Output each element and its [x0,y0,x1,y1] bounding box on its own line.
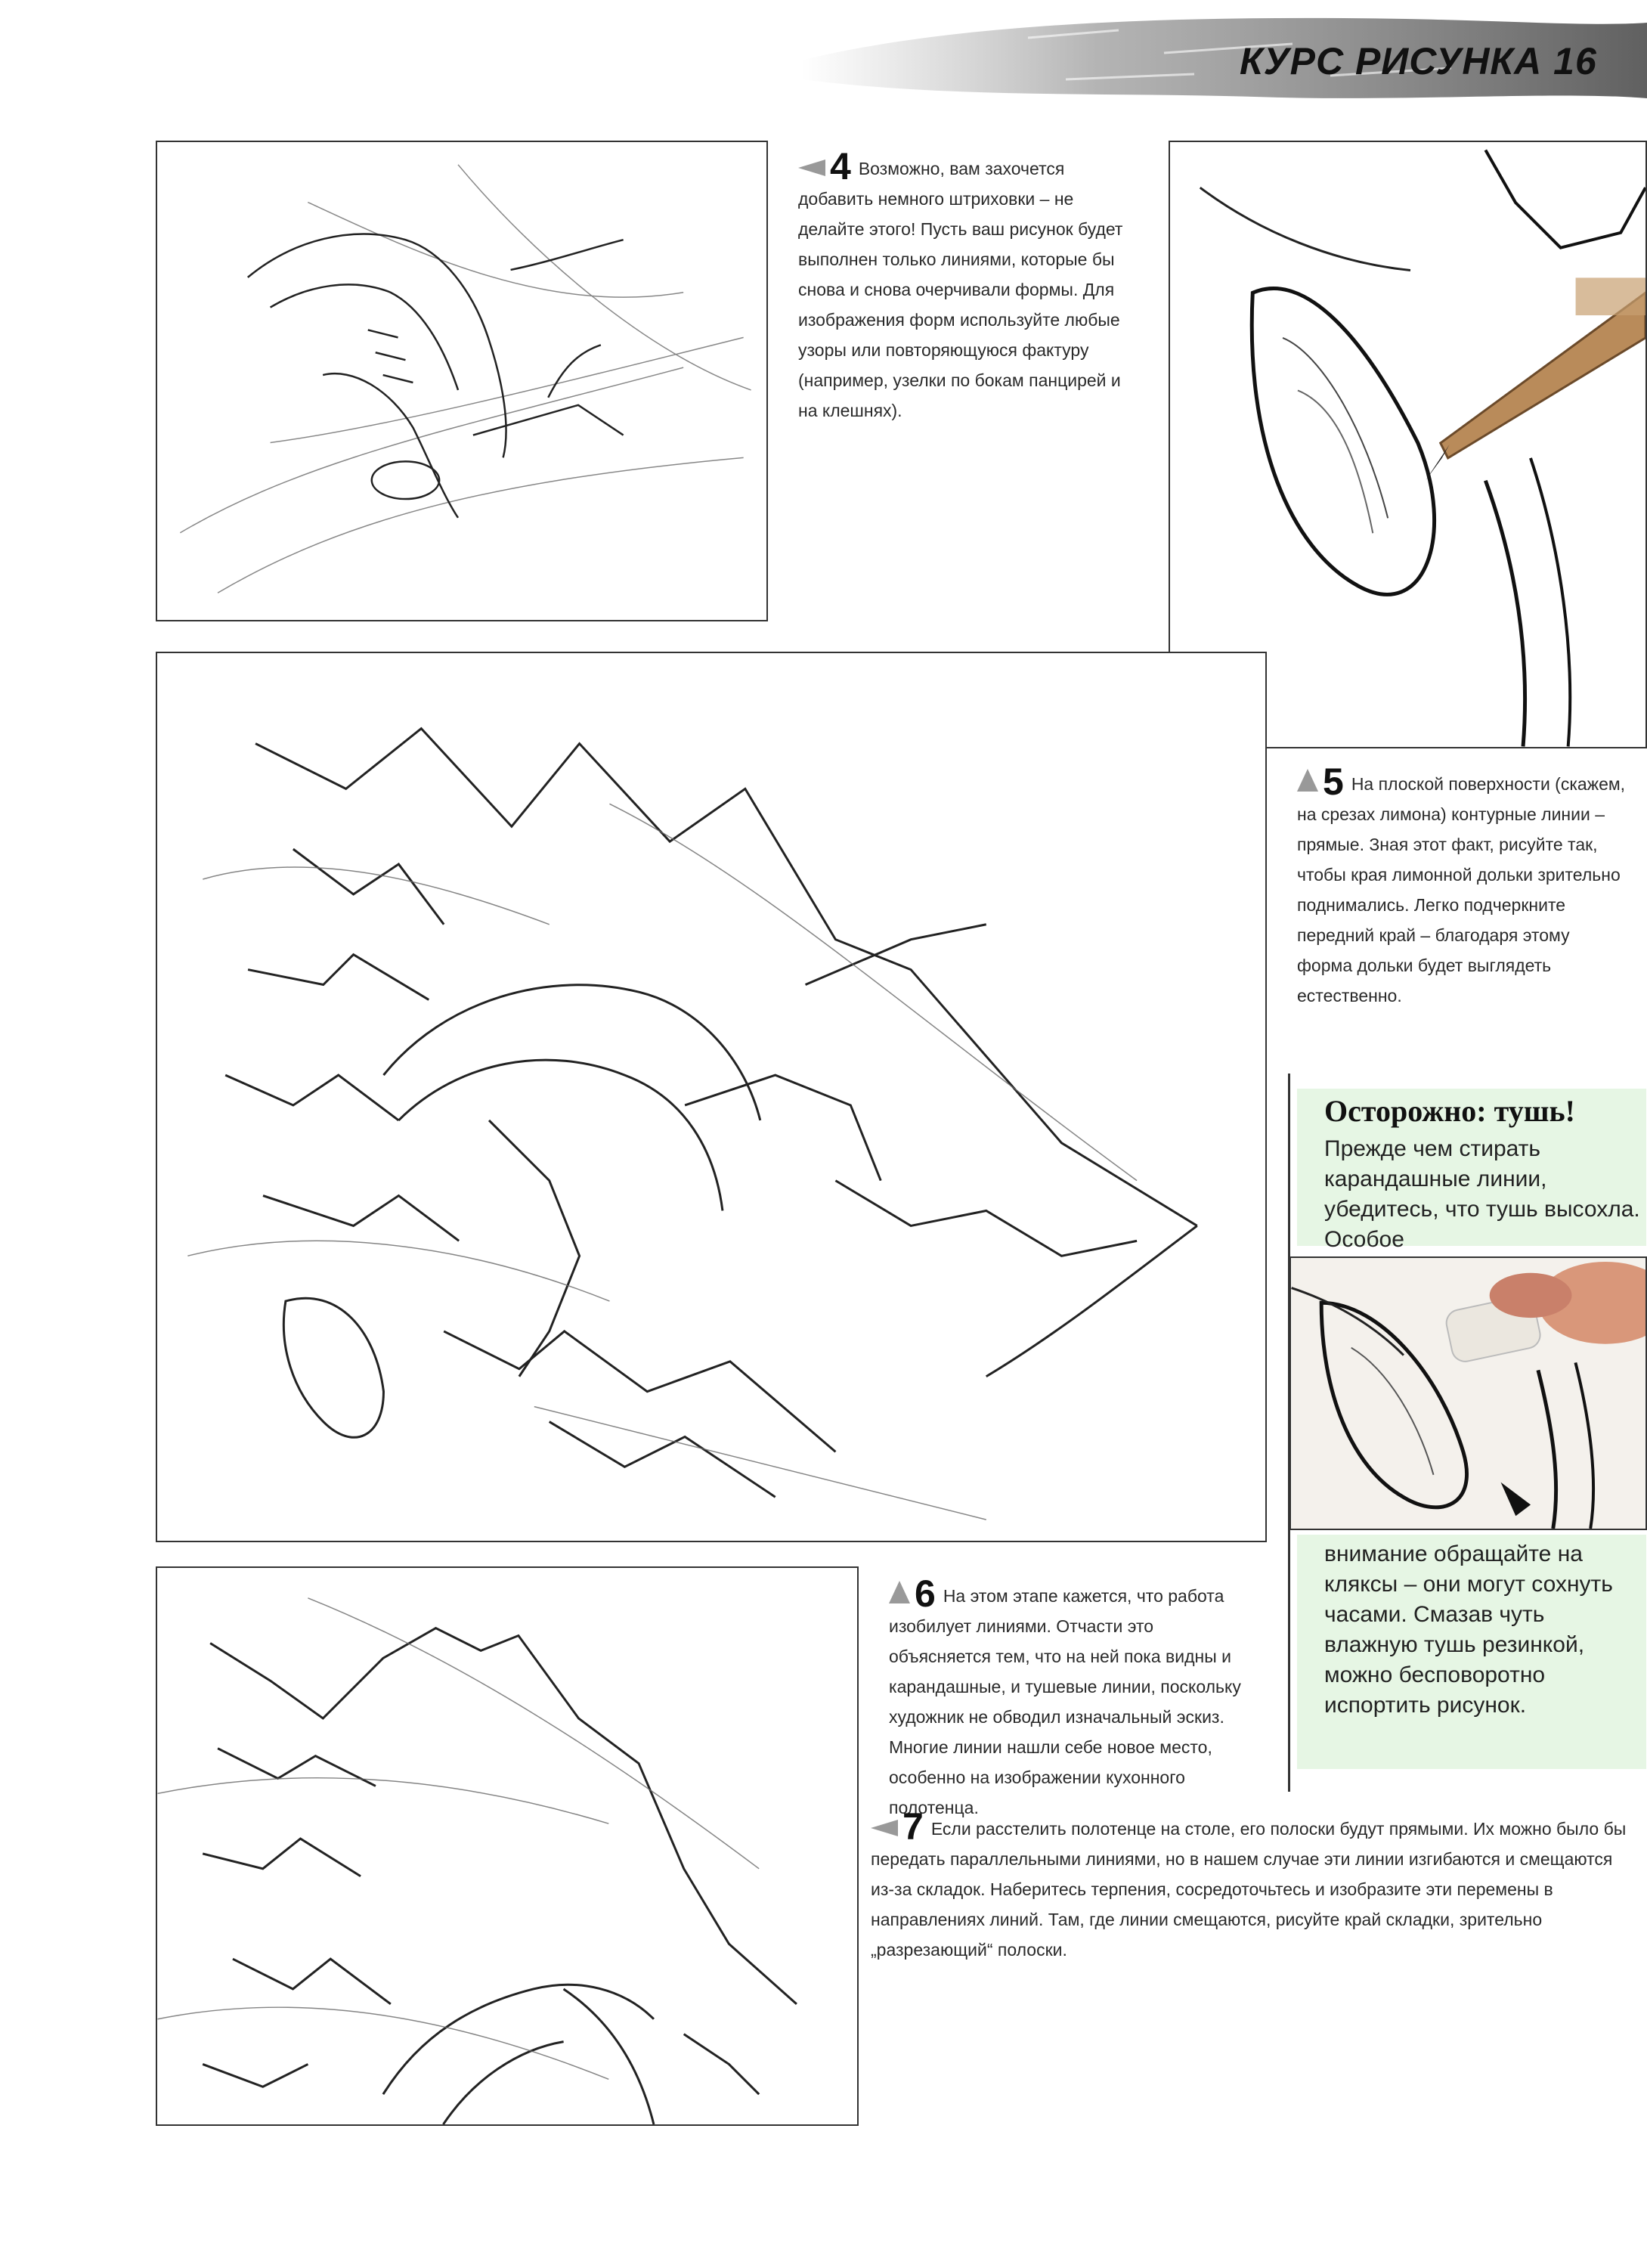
crayfish-sketch-illustration [157,142,766,620]
page-title: КУРС РИСУНКА 16 [1240,40,1597,82]
step-5-body: На плоской поверхности (скажем, на срезах лимона) контурные линии – прямые. Зная этот факт, рисуйте так, чтобы края лимонной дольки зрительно поднимались. Легко подчеркните передний край – благодаря этому форма дольки будет выглядеть естественно. [1297,774,1626,1005]
arrow-up-icon [1297,769,1318,792]
eraser-on-drawing-illustration [1291,1258,1645,1529]
step-6-body: На этом этапе кажется, что работа изобилует линиями. Отчасти это объясняется тем, что на ней пока видны и карандашные, и тушевые линии, поскольку художник не обводил изначальный эскиз. Многие линии нашли себе новое место, особенно на изображении кухонного полотенца. [889,1586,1241,1817]
drawing-step-5 [156,652,1267,1542]
towel-and-crayfish-illustration [157,1568,857,2124]
arrow-up-icon [889,1581,910,1603]
step-4-number: 4 [830,145,851,187]
step-5-text [1297,761,1630,1011]
caution-title: Осторожно: тушь! [1324,1094,1575,1128]
step-6-number: 6 [915,1572,936,1615]
caution-text-part1: Прежде чем стирать карандашные линии, убедитесь, что тушь высохла. Особое [1324,1136,1640,1252]
crayfish-on-towel-illustration [157,653,1265,1541]
sketch-step-4 [156,141,768,621]
step-7-number: 7 [902,1805,924,1848]
drawing-step-6 [156,1566,859,2126]
step-4-body: Возможно, вам захочется добавить немного штриховки – не делайте этого! Пусть ваш рисунок будет выполнен только линиями, которые бы снова и снова очерчивали формы. Для изображения форм используйте любые узоры или повторяющуюся фактуру (например, узелки по бокам панцирей и на клешнях). [798,159,1123,420]
step-7-body: Если расстелить полотенце на столе, его полоски будут прямыми. Их можно было бы передать параллельными линиями, но в нашем случае эти линии изгибаются и смещаются из-за складок. Наберитесь терпения, сосредоточьтесь и изобразите эти перемены в направлениях линий. Там, где линии смещаются, рисуйте край складки, зрительно „разрезающий“ полоски. [871,1819,1627,1960]
step-7-text [871,1805,1631,1965]
caution-text-part2: внимание обращайте на кляксы – они могут сохнуть часами. Смазав чуть влажную тушь резинкой, можно бесповоротно испортить рисунок. [1324,1541,1613,1718]
arrow-left-icon [798,160,825,176]
step-6-text [889,1572,1259,1823]
step-4-text [798,145,1131,426]
step-5-number: 5 [1323,761,1344,803]
photo-eraser [1289,1256,1647,1530]
arrow-left-icon [871,1820,898,1836]
